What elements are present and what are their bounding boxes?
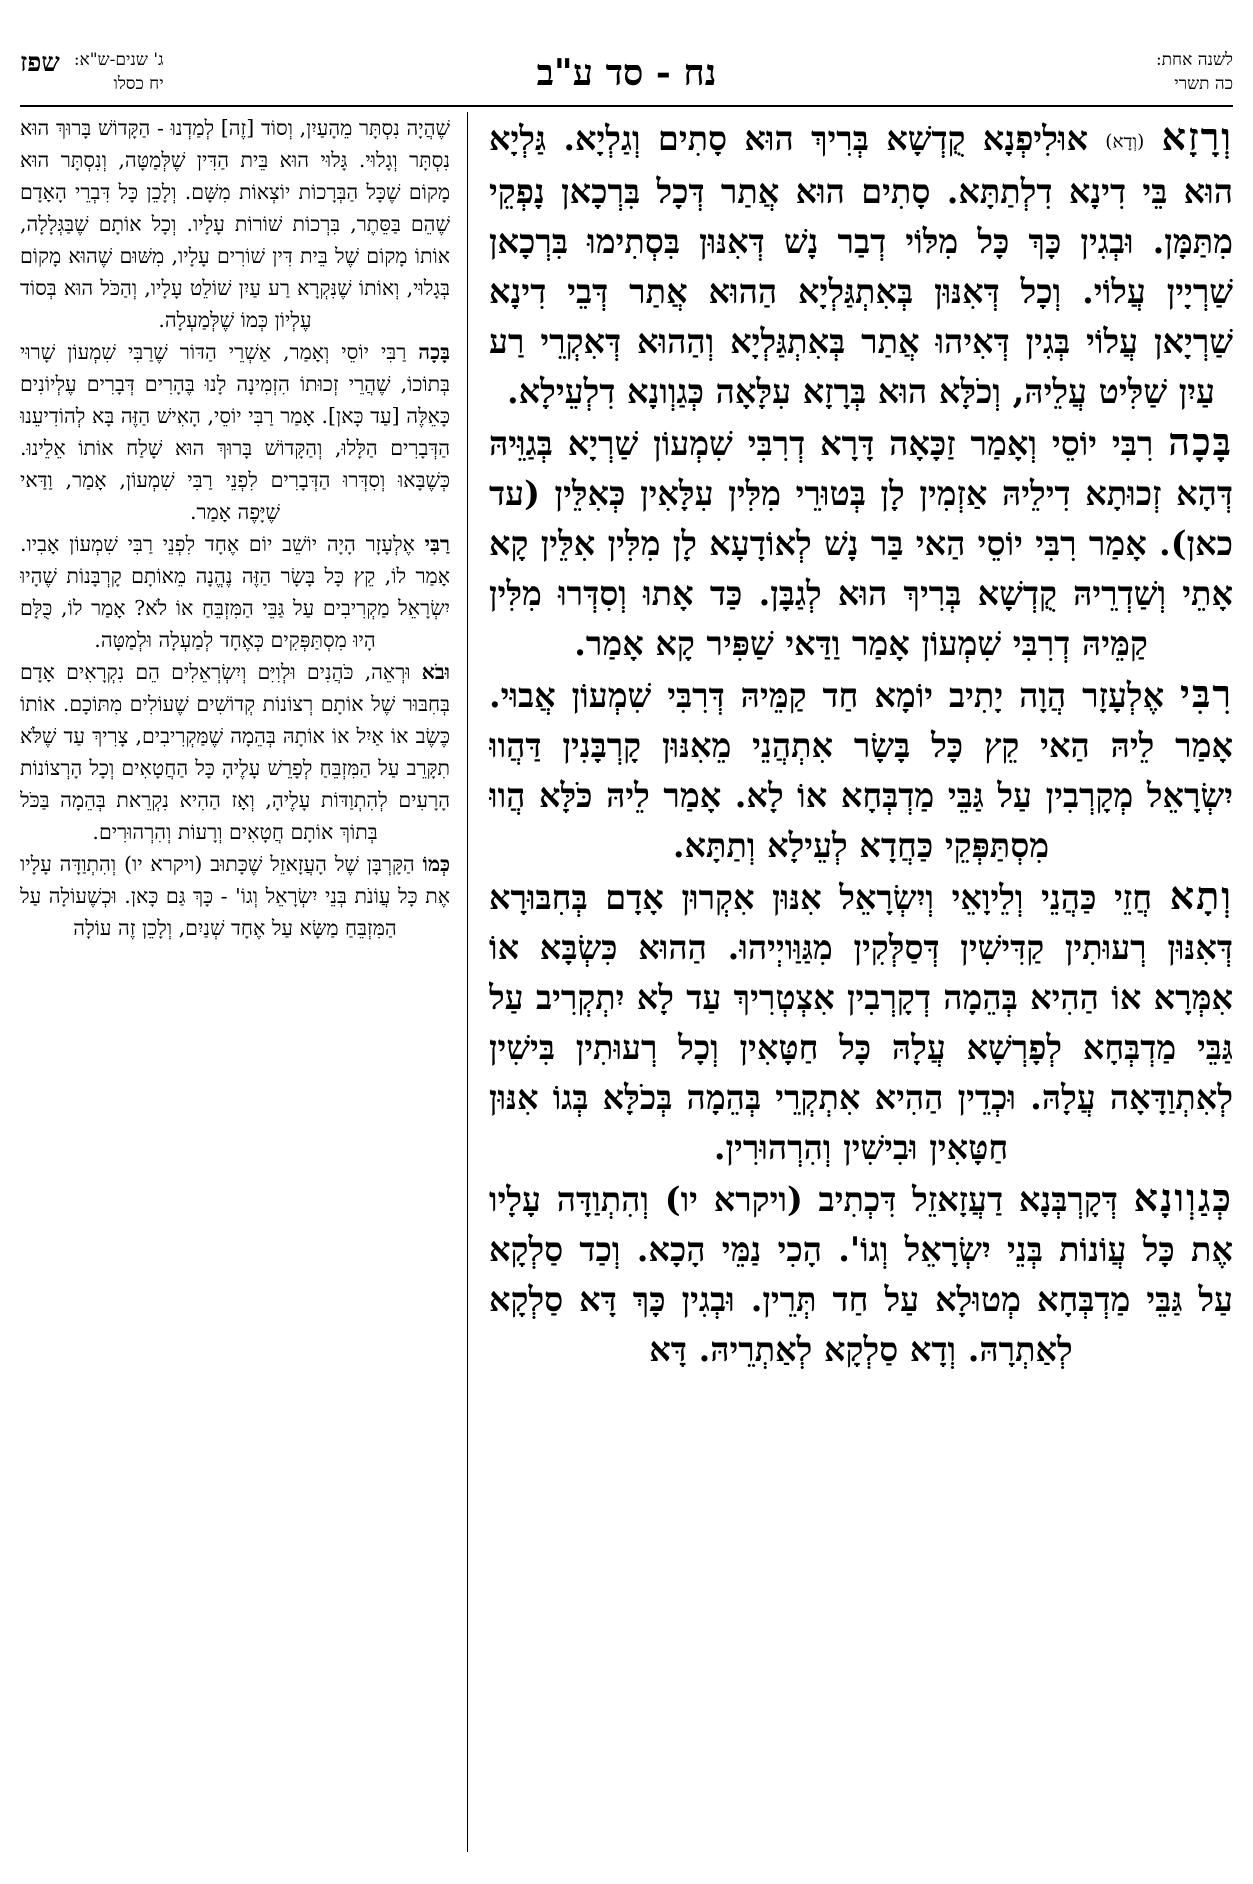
- translation-paragraph: [20, 112, 450, 336]
- header-left-line1: ג' שנים-ש"א:: [73, 50, 164, 70]
- main-paragraph: [489, 112, 1233, 417]
- inline-reference: (וְדָא): [1105, 131, 1145, 153]
- paragraph-text: הַקָּרְבָּן שֶׁל הָעֲזָאזֵל שֶׁכָּתוּב (ויקרא יו) וְהִתְוַדָּה עָלָיו אֶת כָּל עֲוֹנֹת בְּנֵי יִשְׂרָאֵל וְגוֹ' - כָּךְ גַּם כָּאן. וּכְשֶׁעוֹלָה עַל הַמִּזְבֵּחַ מַשָּׂא עַל אֶחָד שְׁנַיִם, וְלָכֵן זֶה עוֹלָה: [20, 852, 450, 940]
- paragraph-text: אֶלְעָזָר הָיָה יוֹשֵׁב יוֹם אֶחָד לִפְנֵי רַבִּי שִׁמְעוֹן אָבִיו. אָמַר לוֹ, קֵץ כָּל בָּשָׂר הַזֶּה נֶהֱנָה מֵאוֹתָם קָרְבָּנוֹת שֶׁהָיוּ יִשְׂרָאֵל מַקְרִיבִים עַל גַּבֵּי הַמִּזְבֵּחַ אוֹ לֹא? אָמַר לוֹ, כֻּלָּם הָיוּ מִסְתַּפְּקִים כְּאֶחָד לְמַעְלָה וּלְמַטָּה.: [20, 532, 450, 652]
- translation-paragraph: [20, 528, 450, 656]
- paragraph-text: אֶלְעָזָר הֲוָה יָתִיב יוֹמָא חַד קַמֵּיהּ דְּרִבִּי שִׁמְעוֹן אֲבוּי. אָמַר לֵיהּ הַאי קֵץ כָּל בָּשָׂר אִתְהֲנֵי מֵאִנּוּן קָרְבָּנִין דַּהֲווּ יִשְׂרָאֵל מְקָרְבִין עַל גַּבֵּי מַדְבְּחָא אוֹ לָא. אָמַר לֵיהּ כֹּלָּא הֲווּ מִסְתַּפְּקֵי כַּחֲדָא לְעֵילָא וְתַתָּא.: [489, 676, 1233, 866]
- page-number: שפז: [20, 48, 60, 78]
- header-right-line1: לשנה אחת:: [1155, 50, 1233, 70]
- main-paragraph: [489, 1173, 1233, 1375]
- main-paragraph: [489, 417, 1233, 669]
- main-text-column: [489, 112, 1233, 1872]
- main-paragraph: [489, 669, 1233, 871]
- paragraph-opening-word: וּבֹא: [421, 660, 450, 684]
- paragraph-opening-word: כְּמוֹ: [422, 852, 450, 876]
- paragraph-opening-word: וְתָא: [1169, 873, 1233, 919]
- translation-column: [20, 112, 450, 1872]
- paragraph-text: וּרְאֵה, כֹּהֲנִים וּלְוִיִּם וְיִשְׂרְאֵלִים הֵם נִקְרָאִים אָדָם בְּחִבּוּר שֶׁל אוֹתָם רְצוֹנוֹת קְדוֹשִׁים שֶׁעוֹלִים מִתּוֹכָם. אוֹתוֹ כֶּשֶׂב אוֹ אַיִל אוֹ אוֹתָהּ בְּהֵמָה שֶׁמַּקְרִיבִים, צָרִיךְ עַד שֶׁלֹּא תִקָּרֵב עַל הַמִּזְבֵּחַ לְפָרֵשׁ עָלֶיהָ כָּל הַחֲטָאִים וְכָל הָרְצוֹנוֹת הָרָעִים לְהִתְוַדּוֹת עָלֶיהָ, וְאָז הַהִיא נִקְרֵאת בְּהֵמָה בַּכֹּל בְּתוֹךְ אוֹתָם חֲטָאִים וְרָעוֹת וְהִרְהוּרִים.: [20, 660, 450, 844]
- header-left-dates: [74, 48, 164, 96]
- paragraph-opening-word: רַבִּי: [424, 532, 450, 556]
- paragraph-opening-word: וְרָזָא: [1161, 114, 1233, 159]
- translation-paragraph: [20, 848, 450, 944]
- paragraph-opening-word: בָּכָה: [418, 340, 450, 364]
- header-left-line2: יח כסלו: [113, 74, 164, 94]
- paragraph-text: רִבִּי יוֹסֵי וְאָמַר זַכָּאָה דָּרָא דְרִבִּי שִׁמְעוֹן שַׁרְיָא בְּגַוֵּיהּ דְּהָא זְכוּתָא דִילֵיהּ אַזְמִין לָן בְּטוּרֵי מִלִּין עִלָּאִין כְּאִלֵּין (עד כאן). אָמַר רִבִּי יוֹסֵי הַאי בַּר נָשׁ לְאוֹדָעָא לָן מִלִּין אִלֵּין קָא אָתֵי וְשַׁדְרֵיהּ קֻדְשָׁא בְּרִיךְ הוּא לְגַבָּן. כַּד אָתוּ וְסִדְּרוּ מִלִּין קַמֵּיהּ דְרִבִּי שִׁמְעוֹן אָמַר וַדַּאי שַׁפִּיר קָא אָמַר.: [489, 424, 1233, 664]
- header-left: [20, 48, 164, 96]
- header-right-line2: כה תשרי: [1174, 74, 1233, 94]
- paragraph-text: חֲזֵי כַּהֲנֵי וְלֵיוָאֵי וְיִשְׂרָאֵל אִנּוּן אִקְרוּן אָדָם בְּחִבּוּרָא דְּאִנּוּן רְעוּתִין קַדִּישִׁין דְּסַלְּקִין מִגַּוַּויְיהוּ. הַהוּא כִּשְׂבָּא אוֹ אִמְּרָא אוֹ הַהִיא בְּהֵמָה דְקָרְבִין אִצְטְרִיךְ עַד לָא יִתְקְרִיב עַל גַּבֵּי מַדְבְּחָא לְפָרְשָׁא עֲלָהּ כָּל חַטָּאִין וְכָל רְעוּתִין בִּישִׁין לְאִתְוַדָּאָה עֲלָהּ. וּכְדֵין הַהִיא אִתְקְרֵי בְּהֵמָה בְּכֹלָּא בְּגוֹ אִנּוּן חַטָּאִין וּבִישִׁין וְהִרְהוּרִין.: [489, 878, 1233, 1168]
- header-rule: [20, 105, 1233, 107]
- paragraph-opening-word: רִבִּי: [1180, 671, 1233, 717]
- paragraph-opening-word: כְּגַוְונָא: [1133, 1175, 1233, 1221]
- paragraph-text: דְּקָרְבְּנָא דַעֲזָאזֵל דִּכְתִיב (ויקרא יו) וְהִתְוַדָּה עָלָיו אֶת כָּל עֲוֹנוֹת בְּנֵי יִשְׂרָאֵל וְגוֹ'. הָכִי נַמֵּי הָכָא. וְכַד סַלְקָא עַל גַּבֵּי מַדְבְּחָא מְטוּלָא עַל חַד תְּרֵין. וּבְגִין כָּךְ דָּא סַלְקָא לְאַתְרָהּ. וְדָא סַלְקָא לְאַתְרֵיהּ. דָּא: [489, 1180, 1233, 1370]
- translation-paragraph: [20, 336, 450, 528]
- main-paragraph: [489, 871, 1233, 1173]
- paragraph-text: אוּלִיפְנָא קֻדְשָׁא בְּרִיךְ הוּא סָתִים וְגַלְיָא. גַּלְיָא הוּא בֵּי דִינָא דִלְתַתָּא. סָתִים הוּא אֲתַר דְּכָל בִּרְכָאן נָפְקֵי מִתַּמָּן. וּבְגִין כָּךְ כָּל מִלּוֹי דְבַר נָשׁ דְּאִנּוּן בִּסְתִימוּ בִּרְכָאן שַׁרְיָין עֲלוֹי. וְכָל דְּאִנּוּן בְּאִתְגַּלְיָא הַהוּא אֲתַר דְּבֵי דִינָא שַׁרְיָאן עֲלוֹי בְּגִין דְּאִיהוּ אֲתַר בְּאִתְגַּלְיָא וְהַהוּא דְּאִקְרֵי רַע עַיִן שַׁלִּיט עֲלֵיהּ, וְכֹלָּא הוּא בְּרָזָא עִלָּאָה כְּגַוְונָא דִלְעֵילָא.: [489, 119, 1233, 412]
- column-divider: [467, 112, 468, 1852]
- paragraph-opening-word: בָּכָה: [1168, 419, 1233, 465]
- page-title: נח - סד ע"ב: [536, 52, 717, 94]
- translation-paragraph: [20, 656, 450, 848]
- paragraph-text: שֶׁהֲיָה נִסְתָּר מֵהָעַיִן, וְסוֹד [זֶה] לְמַדְנוּ - הַקָּדוֹשׁ בָּרוּךְ הוּא נִסְתָּר וְגָלוּי. גָּלוּי הוּא בֵּית הַדִּין שֶׁלְּמַטָּה, וְנִסְתָּר הוּא מָקוֹם שֶׁכָּל הַבְּרָכוֹת יוֹצְאוֹת מִשָּׁם. וְלָכֵן כָּל דִּבְרֵי הָאָדָם שֶׁהֵם בַּסֵּתֶר, בִּרְכוֹת שׁוֹרוֹת עָלָיו. וְכָל אוֹתָם שֶׁבַּגְּלָלָה, אוֹתוֹ מָקוֹם שֶׁל בֵּית דִּין שׁוֹרִים עָלָיו, מִשּׁוּם שֶׁהוּא מָקוֹם בְּגָלוּי, וְאוֹתוֹ שֶׁנִּקְרָא רַע עַיִן שׁוֹלֵט עָלָיו, וְהַכֹּל הוּא בְּסוֹד עֶלְיוֹן כְּמוֹ שֶׁלְּמַעְלָה.: [20, 116, 450, 332]
- paragraph-text: רַבִּי יוֹסֵי וְאָמַר, אַשְׁרֵי הַדּוֹר שֶׁרַבִּי שִׁמְעוֹן שָׁרוּי בְּתוֹכוֹ, שֶׁהֲרֵי זְכוּתוֹ הִזְמִינָה לָנוּ בֶּהָרִים דְּבָרִים עֶלְיוֹנִים כָּאֵלֶּה [עַד כָּאן]. אָמַר רַבִּי יוֹסֵי, הָאִישׁ הַזֶּה בָּא לְהוֹדִיעֵנוּ הַדְּבָרִים הַלָּלוּ, וְהַקָּדוֹשׁ בָּרוּךְ הוּא שָׁלַח אוֹתוֹ אֵלֵינוּ. כְּשֶׁבָּאוּ וְסִדְּרוּ הַדְּבָרִים לִפְנֵי רַבִּי שִׁמְעוֹן, אָמַר, וַדַּאי שֶׁיָּפֶה אָמַר.: [20, 340, 450, 524]
